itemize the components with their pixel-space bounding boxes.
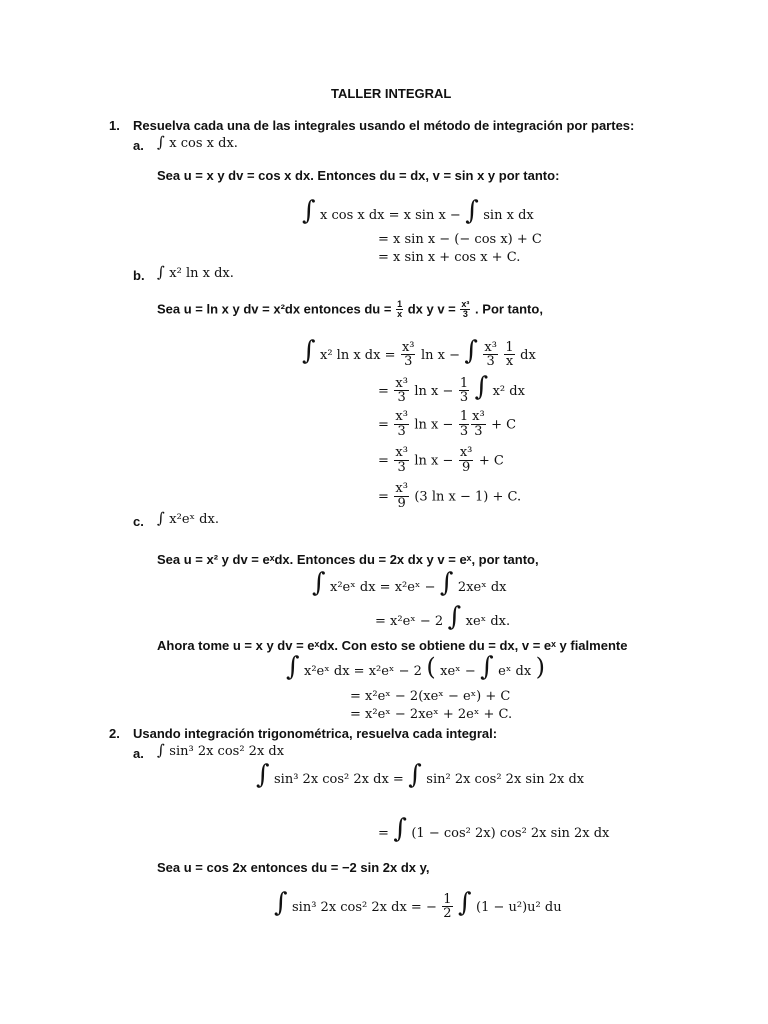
left-paren-icon: ( (426, 653, 436, 681)
integral-sign-icon: ∫ (157, 741, 165, 759)
fraction-num: x³ (395, 445, 408, 460)
item-1b-line4 (378, 446, 504, 474)
item-2a-line1-rhs: sin² 2x cos² 2x sin 2x dx (426, 772, 585, 787)
fraction-num: x³ (395, 375, 408, 391)
item-1a-integral (157, 134, 238, 152)
item-1a-label: a. (133, 138, 144, 153)
fraction (394, 377, 409, 405)
fraction-num: x³ (484, 339, 497, 355)
item-1a-line3: = x sin x + cos x + C. (378, 250, 521, 265)
fraction (459, 446, 474, 474)
fraction-den: 3 (462, 309, 468, 320)
item-1b-integral (157, 264, 234, 282)
item-1c-line3-inner2: eˣ dx (498, 664, 532, 679)
item-1c-line4: = x²eˣ − 2(xeˣ − eˣ) + C (350, 689, 511, 704)
item-1b-line5 (378, 482, 521, 510)
fraction (401, 341, 416, 369)
fraction-den: x (397, 309, 403, 320)
item-1c-line3-lhs: x²eˣ dx = x²eˣ − 2 (304, 664, 422, 679)
item-1b-line2-ln: ln x − (414, 384, 454, 399)
integral-sign-icon: ∫ (302, 336, 316, 366)
item-1a-line1-rhs: sin x dx (483, 208, 534, 223)
fraction (394, 446, 409, 474)
item-1b-setup-post: . Por tanto, (475, 301, 543, 317)
item-1c-line5: = x²eˣ − 2xeˣ + 2eˣ + C. (350, 707, 513, 722)
integral-sign-icon: ∫ (464, 336, 478, 366)
equals: = (378, 489, 389, 505)
item-2a-integrand: sin³ 2x cos² 2x dx (169, 744, 285, 759)
item-1b-line4-c: + C (478, 453, 504, 469)
item-1c-line2-b: xeˣ dx. (465, 614, 511, 629)
equals: = (378, 453, 389, 469)
fraction-num: x³ (395, 481, 408, 496)
fraction (394, 410, 409, 438)
item-1b-line3-c: + C (491, 417, 517, 433)
item-1c-ahora: Ahora tome u = x y dv = eˣdx. Con esto se obtiene du = dx, v = eˣ y fialmente (157, 638, 628, 653)
item-1a-setup: Sea u = x y dv = cos x dx. Entonces du = dx, v = sin x y por tanto: (157, 168, 560, 183)
item-2a-label: a. (133, 746, 144, 761)
item-1b-line5-rest: (3 ln x − 1) + C. (414, 489, 522, 505)
item-2a-line3-lhs: sin³ 2x cos² 2x dx = − (292, 900, 437, 915)
item-1b-setup-mid: dx y v = (407, 301, 456, 317)
integral-sign-icon: ∫ (274, 888, 288, 918)
fraction (394, 482, 409, 510)
integral-sign-icon: ∫ (157, 509, 165, 527)
item-1c-line1-rhs: 2xeˣ dx (457, 580, 507, 595)
fraction-num: 1 (397, 299, 403, 309)
fraction (442, 893, 452, 921)
fraction-den: 3 (486, 354, 495, 370)
problem-1-number: 1. (109, 118, 120, 133)
fraction-den: 3 (404, 354, 413, 370)
integral-sign-icon: ∫ (393, 814, 407, 844)
item-2a-line2-rhs: (1 − cos² 2x) cos² 2x sin 2x dx (411, 826, 610, 841)
item-1c-line1 (312, 570, 507, 596)
fraction-den: 2 (443, 906, 452, 922)
item-2a-line1-lhs: sin³ 2x cos² 2x dx = (274, 772, 404, 787)
item-1b-setup-pre: Sea u = ln x y dv = x²dx entonces du = (157, 301, 392, 317)
item-1b-line1-ln: ln x − (420, 348, 460, 363)
fraction-num: x³ (472, 409, 485, 424)
item-1b-line1-lhs: x² ln x dx = (320, 348, 396, 363)
item-1c-integrand: x²eˣ dx. (169, 512, 219, 527)
item-1b-setup (157, 300, 543, 320)
item-2a-integral (157, 742, 284, 760)
fraction-den: 3 (397, 423, 406, 439)
item-1b-line1 (302, 338, 536, 369)
item-1a-integrand: x cos x dx. (169, 136, 238, 151)
fraction-num: x³ (401, 339, 415, 355)
fraction-den: 3 (459, 390, 469, 406)
integral-sign-icon: ∫ (286, 652, 300, 682)
item-1c-line3-inner: xeˣ − (440, 664, 476, 679)
item-1c-setup: Sea u = x² y dv = eˣdx. Entonces du = 2x dx y v = eˣ, por tanto, (157, 552, 539, 567)
fraction-num: x³ (395, 409, 408, 424)
fraction-den: 3 (397, 390, 406, 406)
fraction (460, 300, 470, 320)
fraction-num: x³ (459, 445, 473, 460)
integral-sign-icon: ∫ (302, 196, 316, 226)
equals: = (378, 417, 389, 433)
item-1a-line2: = x sin x − (− cos x) + C (378, 232, 542, 247)
problem-2-number: 2. (109, 726, 120, 741)
fraction-den: 3 (459, 423, 469, 439)
fraction (396, 300, 403, 320)
fraction-num: 1 (443, 891, 452, 907)
item-2a-line1 (256, 762, 584, 788)
fraction-num: 1 (505, 339, 514, 355)
fraction (504, 341, 514, 369)
item-1c-integral (157, 510, 219, 528)
item-2a-setup: Sea u = cos 2x entonces du = −2 sin 2x dx y, (157, 860, 430, 875)
item-1b-line3-ln: ln x − (414, 417, 454, 433)
item-1b-line2 (378, 374, 525, 405)
item-1b-line2-rest: x² dx (492, 384, 525, 399)
fraction-den: x (505, 354, 514, 370)
item-2a-line3-rhs: (1 − u²)u² du (476, 900, 562, 915)
equals: = (378, 384, 389, 399)
item-1b-integrand: x² ln x dx. (169, 266, 234, 281)
fraction (459, 377, 469, 405)
item-1a-line1 (302, 198, 534, 224)
item-1c-line1-lhs: x²eˣ dx = x²eˣ − (330, 580, 436, 595)
fraction-num: 1 (459, 375, 469, 391)
integral-sign-icon: ∫ (480, 652, 494, 682)
item-1b-label: b. (133, 268, 145, 283)
page-title: TALLER INTEGRAL (331, 86, 452, 101)
item-1a-line1-lhs: x cos x dx = x sin x − (320, 208, 461, 223)
item-2a-line3 (274, 890, 562, 921)
fraction (483, 341, 498, 369)
integral-sign-icon: ∫ (157, 263, 165, 281)
problem-2-prompt: Usando integración trigonométrica, resuelva cada integral: (133, 726, 498, 741)
fraction-den: 3 (474, 423, 483, 439)
integral-sign-icon: ∫ (474, 372, 489, 402)
integral-sign-icon: ∫ (465, 196, 479, 226)
item-1c-line3 (286, 654, 545, 680)
integral-sign-icon: ∫ (439, 568, 454, 598)
fraction (459, 410, 469, 438)
item-1c-label: c. (133, 514, 144, 529)
integral-sign-icon: ∫ (408, 760, 422, 790)
item-1c-line2 (375, 604, 510, 630)
fraction (471, 410, 486, 438)
item-1b-line3 (378, 410, 516, 438)
item-2a-line2 (378, 816, 609, 842)
integral-sign-icon: ∫ (157, 133, 165, 151)
equals: = (378, 826, 389, 841)
integral-sign-icon: ∫ (256, 760, 270, 790)
item-1c-line2-a: = x²eˣ − 2 (375, 614, 444, 629)
fraction-num: 1 (459, 409, 469, 424)
item-1b-line4-ln: ln x − (414, 453, 454, 469)
fraction-den: 9 (397, 495, 406, 511)
fraction-num: x³ (461, 299, 470, 309)
right-paren-icon: ) (535, 653, 545, 681)
fraction-den: 9 (461, 459, 471, 475)
item-1b-line1-dx: dx (520, 348, 536, 363)
integral-sign-icon: ∫ (447, 602, 462, 632)
integral-sign-icon: ∫ (312, 568, 326, 598)
integral-sign-icon: ∫ (458, 888, 472, 918)
fraction-den: 3 (397, 459, 406, 475)
problem-1-prompt: Resuelva cada una de las integrales usando el método de integración por partes: (133, 118, 635, 133)
